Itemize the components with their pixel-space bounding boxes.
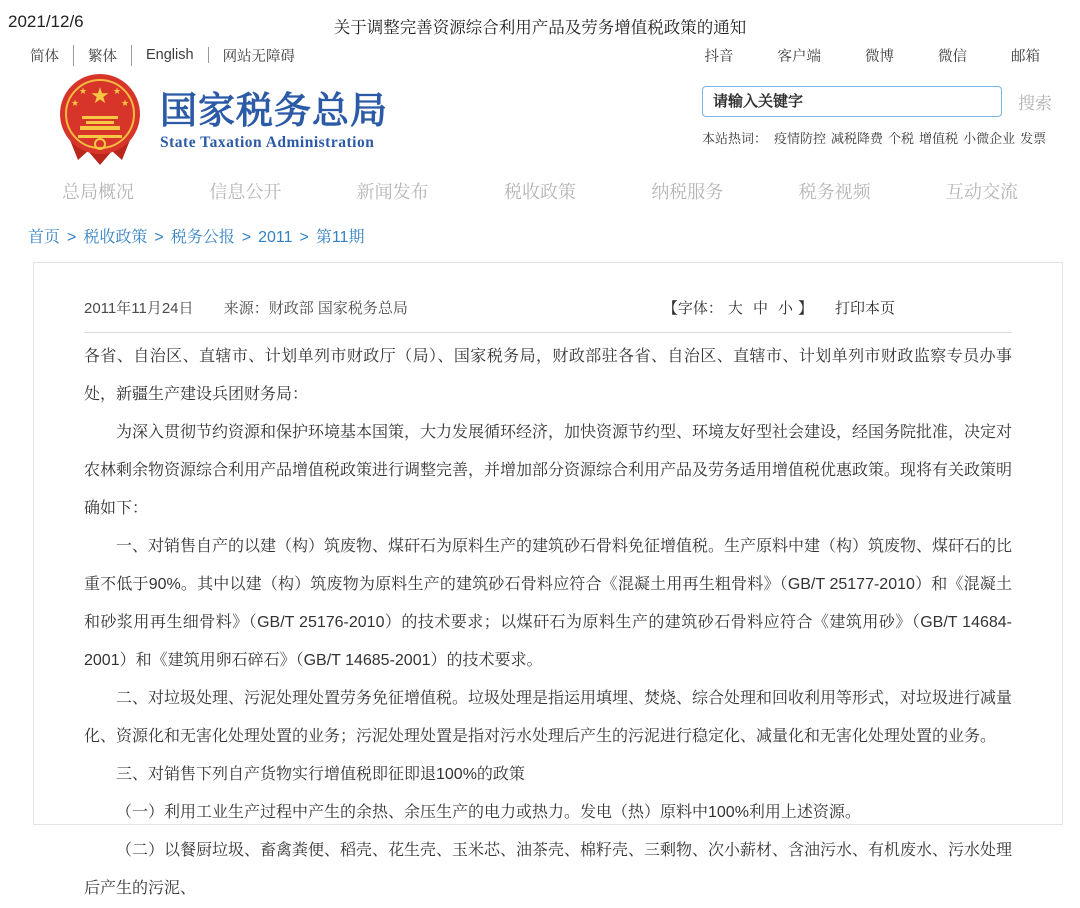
site-title-block (160, 90, 388, 153)
article-date: 2011年11月24日 (84, 300, 194, 317)
font-size-medium[interactable]: 中 (752, 300, 768, 317)
svg-text:★: ★ (112, 86, 122, 96)
topbar (0, 42, 1080, 68)
link-english[interactable]: English (132, 47, 209, 63)
hot-word-small-business[interactable]: 小微企业 (963, 131, 1016, 146)
svg-text:★: ★ (120, 98, 130, 108)
svg-text:★: ★ (70, 98, 80, 108)
search-area (702, 86, 1052, 147)
social-links (705, 45, 1051, 66)
font-size-large[interactable]: 大 (727, 300, 743, 317)
meta-divider (84, 332, 1012, 333)
national-emblem-icon (56, 72, 144, 166)
article-source: 来源：财政部 国家税务总局 (223, 300, 408, 317)
link-traditional-chinese[interactable]: 繁体 (74, 45, 132, 66)
hot-word-personal-tax[interactable]: 个税 (888, 131, 915, 146)
hot-word-invoice[interactable]: 发票 (1020, 131, 1047, 146)
link-douyin[interactable]: 抖音 (704, 48, 734, 65)
paragraph-item-3-1: （一）利用工业生产过程中产生的余热、余压生产的电力或热力。发电（热）原料中100%利用上述资源。 (116, 804, 861, 821)
masthead (0, 68, 1080, 166)
site-title-cn: 国家税务总局 (160, 89, 388, 131)
paragraph-item-3-2: （二）以餐厨垃圾、畜禽粪便、稻壳、花生壳、玉米芯、油茶壳、棉籽壳、三剩物、次小薪材、含油污水、有机废水、污水处理后产生的污泥、 (84, 842, 1013, 897)
paragraph-item-1: 一、对销售自产的以建（构）筑废物、煤矸石为原料生产的建筑砂石骨料免征增值税。生产原料中建（构）筑废物、煤矸石的比重不低于90%。其中以建（构）筑废物为原料生产的建筑砂石骨料应符合《混凝土用再生粗骨料》（GB/T 25177-2010）和《混凝土和砂浆用再生细骨料》（GB/T 25176-2010）的技术要求；以煤矸石为原料生产的建筑砂石骨料应符合《建筑用砂》（GB/T 14684-2001）和《建筑用卵石碎石》（GB/T 14685-2001）的技术要求。 (84, 538, 1013, 669)
print-header (0, 0, 1080, 42)
search-button[interactable]: 搜索 (1018, 94, 1052, 113)
link-mailbox[interactable]: 邮箱 (1011, 48, 1040, 65)
font-size-label-close: 】 (797, 300, 813, 317)
breadcrumb-year-2011[interactable]: 2011 (258, 229, 293, 246)
breadcrumb-tax-policy[interactable]: 税收政策 (83, 229, 148, 246)
breadcrumb-home[interactable]: 首页 (28, 229, 61, 246)
site-title-en: State Taxation Administration (160, 134, 375, 152)
nav-item-info-disclosure[interactable]: 信息公开 (209, 182, 282, 202)
font-size-small[interactable]: 小 (777, 300, 793, 317)
print-page-link[interactable]: 打印本页 (834, 300, 895, 317)
breadcrumb-separator: > (154, 229, 164, 246)
site-logo[interactable] (56, 72, 388, 166)
nav-item-news[interactable]: 新闻发布 (356, 182, 429, 202)
article-meta (84, 297, 1012, 318)
link-app-client[interactable]: 客户端 (777, 48, 821, 65)
nav-item-interaction[interactable]: 互动交流 (945, 182, 1018, 202)
breadcrumb-separator: > (67, 229, 77, 246)
print-page-title: 关于调整完善资源综合利用产品及劳务增值税政策的通知 (333, 18, 747, 37)
hot-words-label: 本站热词： (702, 131, 768, 146)
link-weibo[interactable]: 微博 (865, 48, 894, 65)
main-nav (0, 174, 1080, 208)
breadcrumb-separator: > (299, 229, 309, 246)
svg-text:★: ★ (90, 83, 110, 108)
print-date: 2021/12/6 (8, 12, 84, 31)
nav-item-overview[interactable]: 总局概况 (62, 182, 134, 202)
hot-word-epidemic[interactable]: 疫情防控 (774, 131, 827, 146)
hot-word-vat[interactable]: 增值税 (919, 131, 959, 146)
link-simplified-chinese[interactable]: 简体 (30, 45, 74, 66)
font-size-label: 【字体： (662, 300, 723, 317)
hot-word-tax-cut[interactable]: 减税降费 (831, 131, 884, 146)
breadcrumb-issue-11: 第11期 (315, 229, 365, 246)
article-container (33, 262, 1063, 897)
hot-words (702, 128, 1052, 147)
nav-item-tax-policy[interactable]: 税收政策 (503, 182, 576, 202)
language-links (30, 45, 309, 66)
breadcrumb (28, 224, 1080, 246)
link-wechat[interactable]: 微信 (938, 48, 967, 65)
paragraph-item-3: 三、对销售下列自产货物实行增值税即征即退100%的政策 (116, 766, 525, 783)
search-input[interactable] (702, 86, 1002, 117)
paragraph-item-2: 二、对垃圾处理、污泥处理处置劳务免征增值税。垃圾处理是指运用填埋、焚烧、综合处理和回收利用等形式，对垃圾进行减量化、资源化和无害化处理处置的业务；污泥处理处置是指对污水处理后产生的污泥进行稳定化、减量化和无害化处理处置的业务。 (84, 690, 1013, 745)
svg-text:★: ★ (78, 86, 88, 96)
article-body (84, 338, 1012, 908)
link-accessibility[interactable]: 网站无障碍 (222, 48, 296, 65)
nav-item-tax-video[interactable]: 税务视频 (798, 182, 871, 202)
paragraph-intro: 为深入贯彻节约资源和保护环境基本国策，大力发展循环经济，加快资源节约型、环境友好型社会建设，经国务院批准，决定对农林剩余物资源综合利用产品增值税政策进行调整完善，并增加部分资源综合利用产品及劳务适用增值税优惠政策。现将有关政策明确如下： (84, 424, 1013, 517)
breadcrumb-tax-bulletin[interactable]: 税务公报 (170, 229, 235, 246)
paragraph-salutation: 各省、自治区、直辖市、计划单列市财政厅（局）、国家税务局，财政部驻各省、自治区、直辖市、计划单列市财政监察专员办事处，新疆生产建设兵团财务局： (84, 348, 1012, 403)
breadcrumb-separator: > (241, 229, 252, 246)
nav-item-tax-service[interactable]: 纳税服务 (651, 182, 724, 202)
